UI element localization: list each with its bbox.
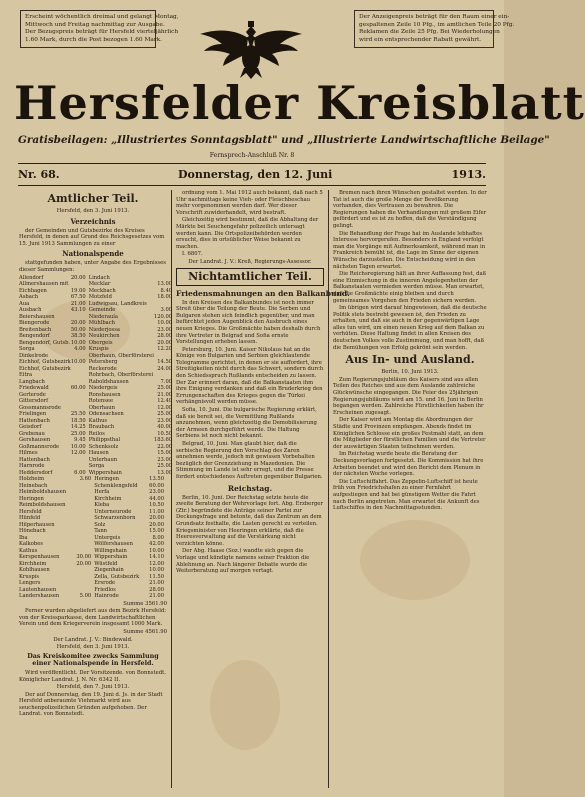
amount: 21.00 [149,593,164,600]
amount: 7.00 [160,378,173,385]
amount: 28.00 [149,586,164,593]
place-name: Kalkobes [19,541,43,548]
donation-total: Summe 3561.90 [123,600,167,607]
place-name: Heringen [19,495,44,502]
place-name: Tann [94,528,108,535]
column-divider [328,190,329,788]
article-paragraph: Die Luftschiffahrt. Das Zeppelin-Luftschiff ist heute früh von Friedrichshafen zu einer Fernfahrt aufgestiegen und hat bei günstigem Wetter die Fahrt nach Berlin angetreten. Man erwartet die Ankunft des Luftschiffes in den Nachmittagsstunden. [333,478,480,512]
article-paragraph: Der Kaiser wird am Montag die Abordnungen der Städte und Provinzen empfangen. Abends findet im Königlichen Schlosse ein großes Festmahl statt, an dem die Mitglieder der fürstlichen Familien und die Vertreter der auswärtigen Staaten teilnehmen werden. [333,417,486,450]
article-paragraph: Sofia, 10. Juni. Die bulgarische Regierung erklärt, daß sie bereit sei, die Vermittlung Rußlands anzunehmen, wenn gleichzeitig die Demobilisierung der Armeen durchgeführt werde. Die Haltung Serbiens ist noch nicht bekannt. [176,407,317,440]
newspaper-title: Hersfelder Kreisblatt [14,76,585,130]
place-name: Niedergeis [88,385,118,392]
place-name: Gerterode [19,391,46,398]
phone-line: Fernsprech-Anschluß Nr. 8 [209,152,295,159]
supplements-line: Gratisbeilagen: „Illustriertes Sonntagsblatt" und „Illustrierte Landwirtschaftliche Beilage" [18,134,550,146]
place-name: Wüstfeld [94,560,118,567]
place-name: Odensachsen [88,411,124,418]
place-name: Iba [19,534,28,541]
place-name: Heringen [94,476,119,483]
amount: 3.60 [79,476,92,483]
place-name: Ausbach [19,307,42,314]
amount: 25.00 [70,430,86,437]
amount: 10.50 [149,502,164,509]
article-paragraph: Gleichzeitig wird bestimmt, daß die Abhaltung der Märkte bei Seuchengefahr polizeilich untersagt werden kann. Die Ortspolizeibehörden werden ersucht, dies in ortsüblicher Weise bekannt zu machen. [176,217,319,250]
article-paragraph: Zum Regierungsjubiläum des Kaisers sind aus allen Teilen des Reiches und aus dem Auslande zahlreiche Glückwünsche eingegangen. Die Feier des 25jährigen Regierungsjubiläums wird am 15. und 16. Juni in Berlin begangen werden. Zahlreiche Fürstlichkeiten haben ihr Erscheinen zugesagt. [333,376,484,416]
donation-table [19,275,175,477]
amount: 20.00 [70,274,86,281]
donation-grand-total: Summe 4561.90 [123,628,167,635]
article-heading-reichstag: Reichstag. [227,483,273,493]
amount: 30.00 [76,554,92,561]
amount: 9.45 [74,437,86,444]
place-name: Ludwigsau, Landkreis [88,300,147,307]
place-name: Petersberg [88,359,118,366]
article-paragraph: Im übrigen wird darauf hingewiesen, daß die deutsche Politik stets bestrebt gewesen ist, den Frieden zu erhalten, und daß sie auch in der gegenwärtigen Lage alles tun wird, um einen neuen Krieg auf dem Balkan zu verhüten. Diese Haltung findet in allen Kreisen des deutschen Volkes volle Zustimmung, und man hofft, daß die Bemühungen von Erfolg gekrönt sein werden. [333,305,487,351]
place-name: Wölfershausen [94,541,133,548]
place-name: Mühlbach [88,320,115,327]
amount: 25.00 [157,385,173,392]
committee-text: Wird veröffentlicht. Der Vorsitzende. von Bonnstedt. Königlicher Landrat. J. N. Nr. 6342 II. [19,669,166,683]
amount: 60.00 [70,385,86,392]
article-paragraph: Bremen nach ihren Wünschen gestaltet werden. In der Tat ist auch die große Menge der Bevölkerung vorhanden, dies Vertrauen zu bewahren. Die Regierungen haben die Verhandlungen mit großem Eifer gefördert und es ist zu hoffen, daß die Verständigung gelingt. [333,190,487,229]
place-name: Solz [94,521,106,528]
amount: 15.00 [149,528,164,535]
place-name: Motzfeld [88,294,112,301]
place-name: Hönebach [19,528,46,535]
amount: 20.00 [76,560,92,567]
place-name: Lautenhausen [19,586,57,593]
place-name: Raboldshausen [88,378,129,385]
bottom-rule [18,185,486,186]
amount: 6.00 [74,469,86,476]
place-name: Langbach [19,378,45,385]
dateline: Berlin, 10. Juni 1913. [381,369,439,376]
article-paragraph: Petersburg, 10. Juni. Kaiser Nikolaus hat an die Könige von Bulgarien und Serbien gleichlautende Telegramme gerichtet, in denen er sie auffordert, ihre Streitigkeiten nicht durch das Schwert, sondern durch den Schiedsspruch Rußlands entscheiden zu lassen. Der Zar erinnert daran, daß die Balkanstaaten ihm ihre Einigung verdanken und daß ein Bruderkrieg den Errungenschaften des Krieges gegen die Türkei verhängnisvoll werden müsse. [176,346,324,406]
place-name: Hersfeld [19,508,42,515]
place-name: Oberhaun [88,404,115,411]
amount: 21.00 [70,300,86,307]
article-paragraph: Berlin, 10. Juni. Der Reichstag setzte heute die zweite Beratung der Wehrvorlage fort. Abg. Erzberger (Ztr.) begründete die Anträge seiner Partei zur Deckungsfrage und betonte, daß das Zentrum an dem Grundsatz festhalte, die Lasten gerecht zu verteilen. Kriegsminister von Heeringen erklärte, daß die Heeresverwaltung auf die Verstärkung nicht verzichten könne. [176,494,323,547]
advertising-rates-notice [354,10,515,48]
place-name: Grebenau [19,430,45,437]
place-name: Willingshain [94,547,127,554]
amount: 19.00 [70,287,86,294]
amount: 3.00 [160,307,173,314]
place-name: Unterhaun [88,456,118,463]
amount: 20.00 [157,339,173,346]
place-name: Gershausen [19,437,51,444]
article-heading-balkan: Friedensmahnungen an den Balkanbund. [176,288,350,298]
article-paragraph: Belgrad, 10. Juni. Man glaubt hier, daß die serbische Regierung den Vorschlag des Zaren annehmen werde, jedoch mit gewissen Vorbehalten bezüglich der Grenzziehung in Mazedonien. Die Stimmung im Lande ist sehr erregt, und die Presse fordert entschiedenes Auftreten gegenüber Bulgarien. [176,441,323,480]
amount: 44.00 [149,495,164,502]
notice-line: gespaltenen Zeile 10 Pfg., im amtlichen Teile 20 Pfg. [359,21,515,28]
place-name: Kleba [94,502,110,509]
place-name: Friedlos [94,586,116,593]
amount: 8.00 [152,534,164,541]
amount: 23.00 [157,456,173,463]
eagle-emblem-icon [196,20,306,80]
place-name: Asbach [19,294,39,301]
donation-row [19,593,167,600]
amount: 40.00 [157,424,173,431]
place-name: Aua [19,300,30,307]
issue-dateline [18,166,486,184]
amount: 12.40 [157,398,173,405]
subscription-notice [20,10,179,48]
place-name: Kathus [19,547,38,554]
amount: 10.00 [70,339,86,346]
place-name: Rotensee [88,398,114,405]
place-name: Niederaula [88,313,119,320]
amount: 42.00 [149,541,164,548]
amount: 13.00 [157,281,173,288]
place-name: Hilmes [19,450,38,457]
amount: 60.00 [149,482,164,489]
place-name: Heddersdorf [19,469,53,476]
place-name: Eichhof, Gutsbezirk [19,365,71,372]
place-name: Philippsthal [88,437,120,444]
list-title: Verzeichnis [70,216,116,226]
amount: 21.00 [157,391,173,398]
issue-number: Nr. 68. [18,168,60,181]
reference: I. 6807. [182,251,203,258]
amount: 18.00 [157,294,173,301]
place-name: Neukirchen [88,333,120,340]
amount: 50.00 [70,326,86,333]
place-name: Breitenbach [19,326,52,333]
place-name: Lengers [19,580,41,587]
amount: 23.00 [149,489,164,496]
amount: 12.00 [157,404,173,411]
column-official [19,190,173,788]
place-name: Reilos [88,430,105,437]
amount: 25.50 [70,411,86,418]
place-name: Hilperhausen [19,521,55,528]
amount: 4.00 [74,346,86,353]
place-name: Herfa [94,489,110,496]
place-name: Wippershain [88,469,122,476]
place-name: Obergeis [88,339,113,346]
place-name: Kerspenhausen [19,554,60,561]
article-paragraph: ordnung vom 1. Mai 1912 auch bekannt, daß nach 5 Uhr nachmittags keine Vieh- oder Fleischbeschau mehr vorgenommen werden darf. Wer dieser Vorschrift zuwiderhandelt, wird bestraft. [176,190,323,216]
amount: 14.25 [70,424,86,431]
place-name: Kirchheim [94,495,122,502]
amount: 10.00 [149,547,164,554]
section-heading-news: Aus In- und Ausland. [345,353,475,367]
amount: 120.00 [153,313,173,320]
notice-line: Mittwoch und Freitag nachmittag zur Ausgabe. [25,21,165,28]
amount: 28.00 [157,333,173,340]
amount: 14.10 [149,554,164,561]
place-name: Niederjossa [88,326,120,333]
place-name: Kirchheim [19,560,47,567]
notice-line: Der Bezugspreis beträgt für Hersfeld vierteljährlich [25,29,179,36]
place-name: Frielingen [19,411,47,418]
signature: Der Landrat. J. V.: Kreß, Regierungs-Assessor. [188,258,312,265]
amount: 10.00 [70,443,86,450]
amount: 25.00 [157,463,173,470]
place-name: Heinebach [19,482,48,489]
place-name: Untergeis [94,534,121,541]
place-name: Eitra [19,372,33,379]
list-intro: der Gemeinden und Gutsbezirke des Kreises Hersfeld, in denen auf Grund des Reichsgesetzes vom 15. Juni 1913 Sammlungen zu einer [19,227,165,247]
place-name: Beiershausen [19,313,55,320]
dateline: Hersfeld, den 3. Juni 1913. [56,208,130,214]
dateline: Hersfeld, den 7. Juni 1913. [56,684,130,691]
article-paragraph: Der Abg. Haase (Soz.) wandte sich gegen die Vorlage und kündigte namens seiner Fraktion die Ablehnung an. Nach längerer Debatte wurde die Weiterberatung auf morgen vertagt. [176,548,310,575]
place-name: Kruspis [88,346,109,353]
place-name: Bengendorf [19,333,50,340]
amount: 10.00 [70,359,86,366]
section-heading-unofficial: Nichtamtlicher Teil. [176,268,324,286]
amount: 23.00 [157,326,173,333]
place-name: Schenksolz [88,443,119,450]
place-name: Biengerode [19,320,50,327]
article-paragraph: Die Reichsregierung hält an ihrer Auffassung fest, daß eine Einmischung in die inneren Angelegenheiten der Balkanstaaten vermieden werden müsse. Man erwartet, daß die Großmächte einig bleiben und durch gemeinsames Vorgehen den Frieden sichern werden. [333,271,487,304]
amount: 10.50 [157,430,173,437]
notice-line: Der Anzeigenpreis beträgt für den Raum einer ein- [359,14,510,20]
place-name: Bengendorf, Gutsb. [19,339,71,346]
place-name: Wippershain [94,554,128,561]
amount: 38.50 [70,333,86,340]
amount: 10.00 [157,320,173,327]
place-name: Ersrode [94,580,116,587]
place-name: Hattenbach [19,417,50,424]
amount: 18.50 [70,417,86,424]
section-heading-official: Amtlicher Teil. [47,192,139,205]
place-name: Gittersdorf [19,398,49,405]
place-name: Gemeinde [88,307,116,314]
amount: 67.50 [70,294,86,301]
amount: 11.00 [149,508,164,515]
amount: 20.00 [149,515,164,522]
dateline: Hersfeld, den 3. Juni 1913. [56,644,130,651]
amount: 43.10 [70,307,86,314]
place-name: Reckerode [88,365,117,372]
place-name: Friedewald [19,385,49,392]
collection-title: Nationalspende [62,249,124,259]
collection-sub: stattgefunden haben, unter Angabe des Ergebnisses dieser Sammlungen: [19,260,166,273]
article-paragraph: In den Kreisen des Balkanbundes ist noch immer Streit über die Teilung der Beute. Die Serben und Bulgaren stehen sich feindlich gegenüber, und man befürchtet jeden Augenblick den Ausbruch eines neuen Krieges. Die Großmächte haben deshalb durch ihre Vertreter in Belgrad und Sofia ernste Vorstellungen erheben lassen. [176,299,321,346]
place-name: Lindach [88,274,110,281]
notice-line: wird ein entsprechender Rabatt gewährt. [359,36,482,43]
article-paragraph: Die Behandlung der Frage hat im Auslande lebhaftes Interesse hervorgerufen. Besonders in England verfolgt man die Vorgänge mit Aufmerksamkeit, während man in Frankreich bemüht ist, die Lage im Sinne der eigenen Wünsche darzustellen. Die Entscheidung wird in den nächsten Tagen erwartet. [333,230,486,270]
column-unofficial [176,190,350,788]
place-name: Oberhaun, Oberförsterei [88,352,154,359]
place-name: Hünfeld [19,515,41,522]
amount: 10.00 [149,567,164,574]
place-name: Dinkelrode [19,352,49,359]
place-name: Schenklengsfeld [94,482,138,489]
place-name: Meckbach [88,287,116,294]
place-name: Gossmannsrode [19,404,61,411]
place-name: Goßmannsrode [19,443,60,450]
place-name: Mecklar [88,281,111,288]
issue-date: Donnerstag, den 12. Juni [178,168,333,181]
amount: 12.20 [157,346,173,353]
signature: Der Landrat. J. V.: Bindewald. [53,636,133,643]
amount: 22.00 [157,443,173,450]
issue-year: 1913. [451,168,486,181]
place-name: Eichhagen [19,287,47,294]
place-name: Reimboldshausen [19,502,66,509]
place-name: Kathus [88,417,108,424]
place-name: Landershausen [19,593,60,600]
place-name: Heimboldshausen [19,489,67,496]
article-paragraph: Im Reichstag wurde heute die Beratung der Deckungsvorlagen fortgesetzt. Die Kommission hat ihre Arbeiten beendet und wird den Bericht dem Plenum in der nächsten Woche vorlegen. [333,451,484,478]
amount: 20.00 [70,320,86,327]
place-name: Eichhof, Gutsbezirk [19,359,71,366]
place-name: Hattenbach [19,456,50,463]
place-name: Sorga [19,346,35,353]
place-name: Hausen [88,450,109,457]
donation-table-cont [19,476,167,600]
place-name: Schwarzenborn [94,515,136,522]
amount: 13.00 [157,469,173,476]
amount: 8.40 [160,287,173,294]
amount: 13.50 [149,476,164,483]
top-rule [18,163,486,164]
place-name: Sorga [88,463,105,470]
place-name: Ziegenhain [94,567,124,574]
notice-line: Erscheint wöchentlich dreimal und gelangt Montag, [25,14,179,20]
place-name: Allmershausen mit [19,281,69,288]
place-name: Ronshausen [88,391,121,398]
amount: 25.00 [157,411,173,418]
amount: 183.60 [153,437,173,444]
place-name: Unterneurode [94,508,132,515]
place-name: Harnrode [19,463,45,470]
place-name: Geisdorf [19,424,42,431]
amount: 5.00 [79,593,92,600]
column-news [333,190,487,788]
notice-line: Reklamen die Zeile 25 Pfg. Bei Wiederholungen [359,29,500,36]
notice-line: 1.60 Mark, durch die Post bezogen 1.60 Mark. [25,36,162,43]
committee-heading: Das Kreiskomitee zwecks Sammlung einer Nationalspende in Hersfeld. [27,651,159,668]
place-name: Zella, Gutsbezirk [94,573,140,580]
place-name: Allendorf [19,274,44,281]
place-name: Kruspis [19,573,40,580]
donation-notice: Ferner wurden abgeliefert aus dem Bezirk Hersfeld: von der Kreissparkasse, dem Landwirtschaftlichen Verein und dem Kriegerverein insgesamt 1000 Mark. [19,608,167,628]
place-name: Holzheim [19,476,45,483]
amount: 24.00 [157,365,173,372]
place-name: Kohlhausen [19,567,50,574]
amount: 20.00 [149,521,164,528]
amount: 12.00 [149,560,164,567]
amount: 23.00 [157,417,173,424]
place-name: Braubach [88,424,115,431]
amount: 14.50 [157,359,173,366]
market-notice: Der auf Donnerstag, den 19. Juni d. Js. in der Stadt Hersfeld anberaumte Viehmarkt wird aus seuchenpolizeilichen Gründen aufgehoben. Der Landrat. von Bonnstedt. [19,691,163,718]
amount: 21.00 [149,580,164,587]
place-name: Hainrode [94,593,119,600]
amount: 12.00 [70,450,86,457]
amount: 15.00 [157,450,173,457]
place-name: Rohrbach, Oberförsterei [88,372,154,379]
amount: 11.50 [149,573,164,580]
